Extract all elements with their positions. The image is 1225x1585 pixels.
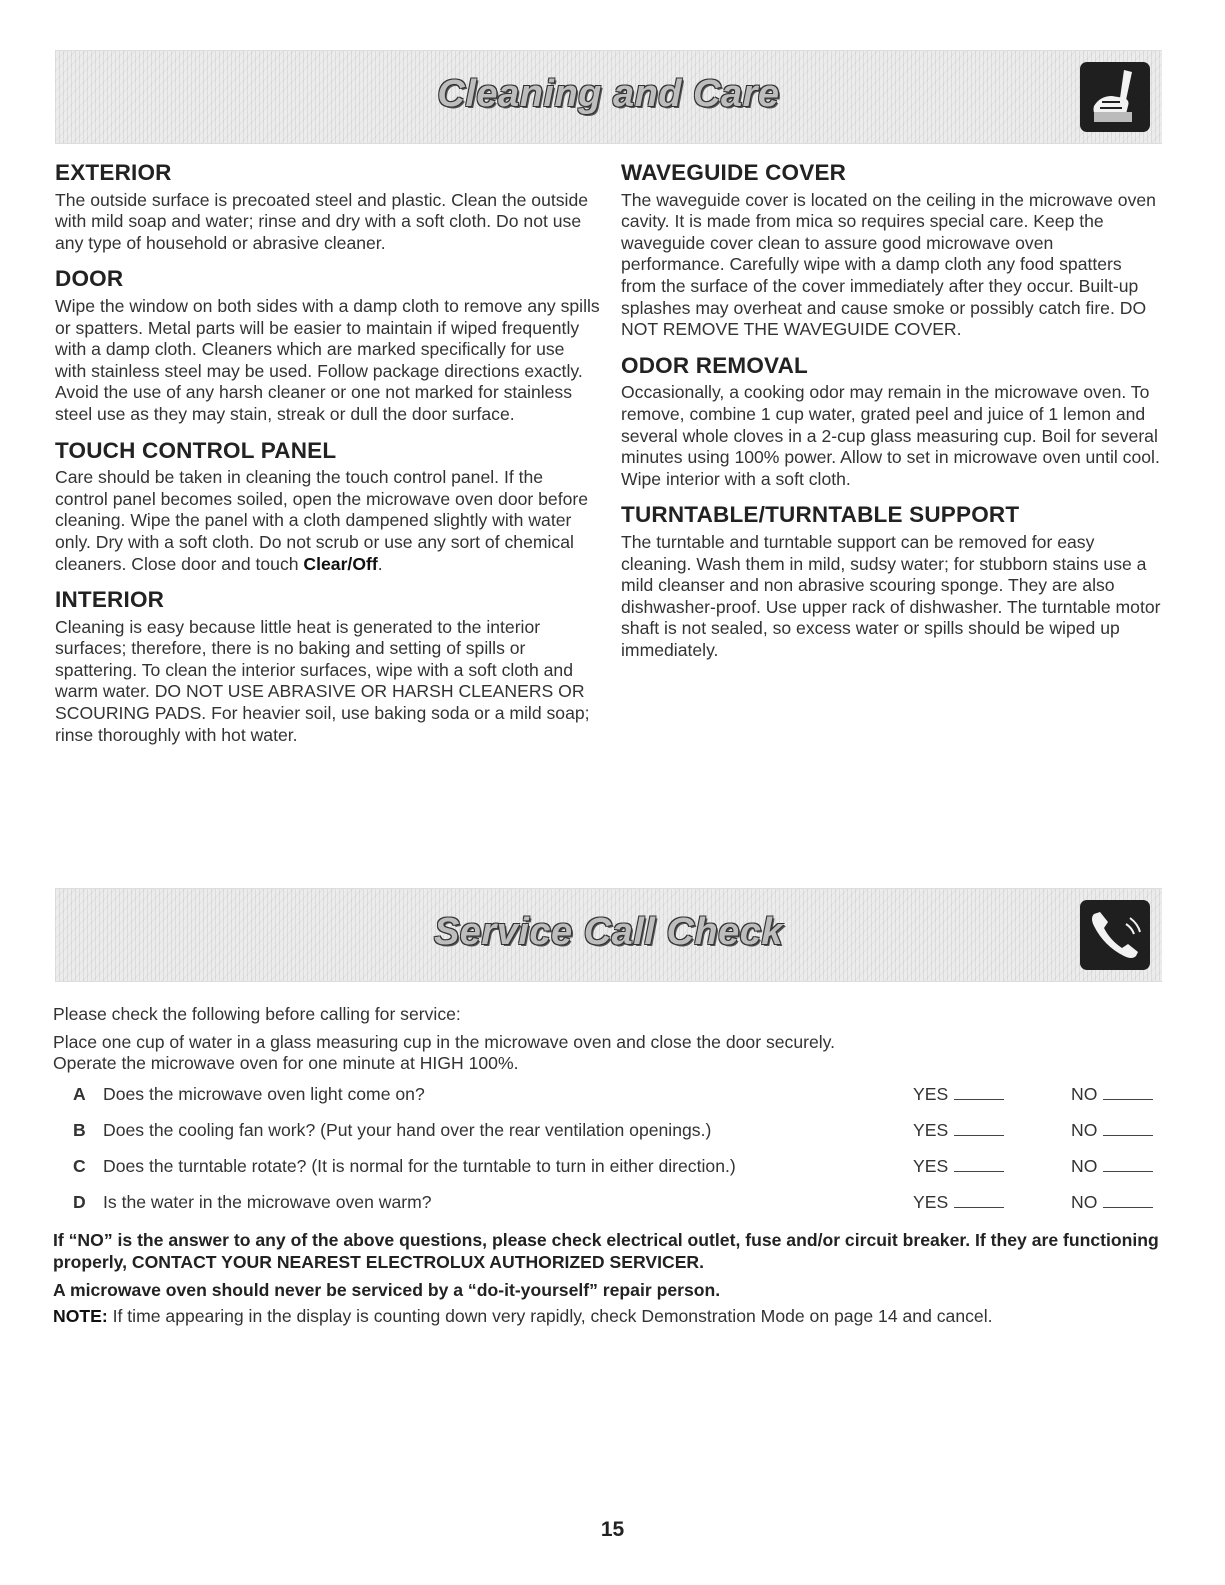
question-letter: A (73, 1084, 86, 1104)
checklist-row (53, 1156, 1163, 1178)
text-door: Wipe the window on both sides with a damp cloth to remove any spills or spatters. Metal parts will be easier to maintain if wiped frequently with a damp cloth. Cleaners which are marked specifically for use with stainless steel may be used. Follow package directions exactly. Avoid the use of any harsh cleaner or one not marked for stainless steel use as they may stain, streak or dull the door surface. (55, 295, 600, 424)
yes-answer-field (913, 1120, 1004, 1142)
section-door (55, 268, 600, 425)
section-turntable-support (621, 504, 1161, 661)
right-column (621, 162, 1161, 675)
text-turntable-support: The turntable and turntable support can be removed for easy cleaning. Wash them in mild, sudsy water; for stubborn stains use a mild cleanser and non abrasive scouring sponge. They are also dishwasher-proof. Use upper rack of dishwasher. The turntable motor shaft is not sealed, so excess water or spills should be wiped up immediately. (621, 531, 1161, 660)
question-text: Does the turntable rotate? (It is normal for the turntable to turn in either direction.) (103, 1156, 736, 1176)
yes-blank-line (954, 1120, 1004, 1136)
text-touch-control-main: Care should be taken in cleaning the touch control panel. If the control panel becomes soiled, open the microwave oven door before cleaning. Wipe the panel with a cloth dampened slightly with water only. Dry with a soft cloth. Do not scrub or use any sort of chemical cleaners. Close door and touch (55, 467, 589, 574)
yes-label: YES (913, 1120, 949, 1140)
heading-door: DOOR (55, 266, 124, 292)
no-label: NO (1071, 1084, 1098, 1104)
heading-turntable-support: TURNTABLE/TURNTABLE SUPPORT (621, 502, 1020, 528)
no-label: NO (1071, 1192, 1098, 1212)
note-text: If time appearing in the display is counting down very rapidly, check Demonstration Mode on page 14 and cancel. (107, 1306, 993, 1326)
heading-waveguide-cover: WAVEGUIDE COVER (621, 160, 847, 185)
service-intro (53, 1004, 1163, 1075)
question-text: Is the water in the microwave oven warm? (103, 1192, 432, 1212)
text-waveguide-cover: The waveguide cover is located on the ceiling in the microwave oven cavity. It is made from mica so requires special care. Keep the waveguide cover clean to assure good microwave oven performance. Carefully wipe with a damp cloth any food spatters from the surface of the cover immediately after they occur. Built-up splashes may overheat and cause smoke or possibly catch fire. DO NOT REMOVE THE WAVEGUIDE COVER. (621, 189, 1156, 340)
service-warning: If “NO” is the answer to any of the above questions, please check electrical outlet, fuse and/or circuit breaker. If they are functioning properly, CONTACT YOUR NEAREST ELECTROLUX AUTHORIZED SERVICER. (53, 1230, 1159, 1272)
yes-blank-line (954, 1192, 1004, 1208)
text-interior: Cleaning is easy because little heat is generated to the interior surfaces; therefore, there is no baking and setting of spills or spattering. To clean the interior surfaces, wipe with a soft cloth and warm water. DO NOT USE ABRASIVE OR HARSH CLEANERS OR SCOURING PADS. For heavier soil, use baking soda or a mild soap; rinse thoroughly with hot water. (55, 616, 590, 745)
clear-off-key-label: Clear/Off (303, 553, 378, 574)
checklist-row (53, 1084, 1163, 1106)
section-exterior (55, 162, 600, 254)
no-blank-line (1103, 1084, 1153, 1100)
text-touch-control-panel (55, 467, 600, 575)
left-column (55, 162, 600, 760)
yes-label: YES (913, 1156, 949, 1176)
question-letter: D (73, 1192, 86, 1212)
heading-exterior: EXTERIOR (55, 160, 172, 185)
page-number: 15 (600, 1518, 625, 1541)
yes-label: YES (913, 1084, 949, 1104)
service-banner (55, 888, 1162, 982)
heading-odor-removal: ODOR REMOVAL (621, 352, 808, 378)
section-interior (55, 589, 600, 746)
note-label: NOTE: (53, 1306, 108, 1326)
yes-answer-field (913, 1192, 1004, 1214)
yes-blank-line (954, 1084, 1004, 1100)
service-intro-line-1: Please check the following before calling for service: (53, 1004, 461, 1024)
question-letter: C (73, 1156, 86, 1176)
section-waveguide-cover (621, 162, 1161, 341)
no-blank-line (1103, 1192, 1153, 1208)
service-note (53, 1306, 1163, 1328)
no-blank-line (1103, 1120, 1153, 1136)
telephone-icon (1080, 900, 1150, 970)
diy-repair-warning: A microwave oven should never be serviced by a “do-it-yourself” repair person. (53, 1280, 721, 1300)
cleaning-banner (55, 50, 1162, 144)
checklist-row (53, 1192, 1163, 1214)
yes-answer-field (913, 1156, 1004, 1178)
no-label: NO (1071, 1120, 1098, 1140)
section-odor-removal (621, 352, 1161, 491)
cleaning-hand-icon (1080, 62, 1150, 132)
yes-answer-field (913, 1084, 1004, 1106)
cleaning-title: Cleaning and Care (437, 73, 780, 115)
checklist-row (53, 1120, 1163, 1142)
question-text: Does the microwave oven light come on? (103, 1084, 425, 1104)
question-text: Does the cooling fan work? (Put your hand over the rear ventilation openings.) (103, 1120, 712, 1140)
no-blank-line (1103, 1156, 1153, 1172)
text-touch-control-end: . (377, 553, 383, 574)
yes-blank-line (954, 1156, 1004, 1172)
yes-label: YES (913, 1192, 949, 1212)
heading-touch-control-panel: TOUCH CONTROL PANEL (55, 437, 337, 463)
service-title: Service Call Check (433, 911, 784, 953)
service-checklist (53, 1084, 1163, 1234)
heading-interior: INTERIOR (55, 587, 165, 613)
no-answer-field (1071, 1192, 1153, 1214)
text-exterior: The outside surface is precoated steel and plastic. Clean the outside with mild soap and water; rinse and dry with a soft cloth. Do not use any type of household or abrasive cleaner. (55, 189, 589, 253)
section-touch-control-panel (55, 437, 600, 576)
no-answer-field (1071, 1084, 1153, 1106)
question-letter: B (73, 1120, 86, 1140)
no-answer-field (1071, 1120, 1153, 1142)
text-odor-removal: Occasionally, a cooking odor may remain in the microwave oven. To remove, combine 1 cup water, grated peel and juice of 1 lemon and several whole cloves in a 2-cup glass measuring cup. Boil for several minutes using 100% power. Allow to set in microwave oven until cool. Wipe interior with a soft cloth. (621, 382, 1160, 489)
no-answer-field (1071, 1156, 1153, 1178)
service-intro-line-2: Place one cup of water in a glass measuring cup in the microwave oven and close the door securely. (53, 1031, 836, 1052)
service-intro-line-3: Operate the microwave oven for one minute at HIGH 100%. (53, 1053, 519, 1074)
no-label: NO (1071, 1156, 1098, 1176)
